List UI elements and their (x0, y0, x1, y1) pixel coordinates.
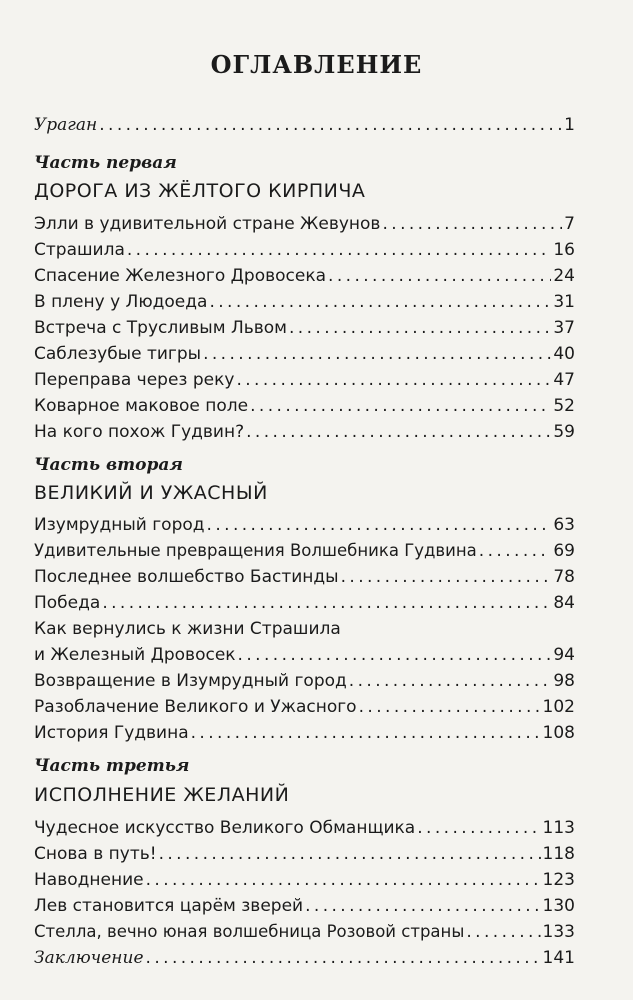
leader-dots (349, 668, 552, 694)
toc-entry-label: Страшила (34, 240, 125, 260)
toc-entry-page: 24 (553, 266, 575, 286)
leader-dots (102, 590, 551, 616)
toc-entry (34, 893, 575, 919)
leader-dots (191, 720, 541, 746)
leader-dots (146, 867, 541, 893)
toc-entry (34, 945, 575, 971)
leader-dots (159, 841, 541, 867)
toc-entry (34, 315, 575, 341)
leader-dots (238, 642, 552, 668)
leader-dots (209, 289, 551, 315)
toc-entry (34, 112, 575, 138)
toc-entry (34, 720, 575, 746)
part-label: Часть третья (34, 756, 190, 776)
toc-entry-label: Разоблачение Великого и Ужасного (34, 697, 357, 717)
toc-entry-label: Саблезубые тигры (34, 344, 202, 364)
toc-entry-label: Стелла, вечно юная волшебница Розовой страны (34, 922, 465, 941)
toc-entry (34, 867, 575, 893)
leader-dots (250, 393, 551, 419)
toc-entry-label: Коварное маковое поле (34, 396, 249, 416)
toc-entry-page: 133 (542, 922, 575, 942)
part-label: Часть первая (34, 153, 177, 173)
toc-entry-page: 1 (564, 115, 575, 135)
leader-dots (246, 419, 551, 445)
toc-entry-page: 84 (553, 593, 575, 613)
leader-dots (359, 694, 541, 720)
leader-dots (146, 945, 541, 971)
toc-entry (34, 642, 575, 668)
toc-entry-page: 47 (553, 370, 575, 390)
leader-dots (305, 893, 540, 919)
toc-entry-label: Возвращение в Изумрудный город (34, 671, 347, 691)
toc-entry (34, 815, 575, 841)
toc-entry-page: 94 (553, 645, 575, 665)
toc-entry-label: История Гудвина (34, 723, 189, 743)
part-label: Часть вторая (34, 455, 183, 475)
toc-entry (34, 367, 575, 393)
leader-dots (236, 367, 551, 393)
leader-dots (289, 315, 551, 341)
toc-entry-label: Ураган (34, 115, 98, 135)
toc-entry-label: Переправа через реку (34, 370, 235, 390)
toc-entry (34, 289, 575, 315)
toc-entry-page: 7 (564, 214, 575, 234)
toc-entry-page: 40 (553, 344, 575, 364)
toc-entry-label: Последнее волшебство Бастинды (34, 567, 339, 587)
toc-entry-page: 16 (553, 240, 575, 260)
toc-entry-page: 37 (553, 318, 575, 338)
toc-entry-label: Заключение (34, 948, 144, 968)
toc-entry-page: 98 (553, 671, 575, 691)
toc-entry (34, 668, 575, 694)
toc-entry-label: и Железный Дровосек (34, 645, 236, 665)
toc-entry-label: Снова в путь! (34, 844, 157, 864)
toc-entry-page: 108 (542, 723, 575, 743)
toc-entry-label: На кого похож Гудвин? (34, 422, 245, 442)
toc-entry-page: 59 (553, 422, 575, 442)
leader-dots (382, 211, 562, 237)
leader-dots (328, 263, 551, 289)
toc-entry (34, 341, 575, 367)
toc-entry-label: Наводнение (34, 870, 144, 890)
toc-entry-page: 113 (542, 818, 575, 838)
toc-entry (34, 237, 575, 263)
toc-entry (34, 393, 575, 419)
page-title: ОГЛАВЛЕНИЕ (210, 50, 423, 79)
leader-dots (207, 512, 552, 538)
leader-dots (466, 919, 540, 945)
toc-entry-label: Чудесное искусство Великого Обманщика (34, 818, 416, 838)
leader-dots (479, 538, 552, 564)
toc-entry-page: 123 (542, 870, 575, 890)
toc-entry-label-line: Как вернулись к жизни Страшила (34, 619, 341, 639)
toc-entry (34, 512, 575, 538)
toc-entry-label: В плену у Людоеда (34, 292, 208, 312)
toc-entry (34, 841, 575, 867)
toc-entry (34, 694, 575, 720)
toc-entry-page: 63 (553, 515, 575, 535)
toc-entry-page: 52 (553, 396, 575, 416)
leader-dots (417, 815, 540, 841)
toc-entry-label: Изумрудный город (34, 515, 205, 535)
toc-entry-page: 141 (542, 948, 575, 968)
section-heading: ДОРОГА ИЗ ЖЁЛТОГО КИРПИЧА (34, 180, 366, 202)
toc-entry-label: Встреча с Трусливым Львом (34, 318, 287, 338)
toc-entry-label: Лев становится царём зверей (34, 896, 304, 916)
toc-entry (34, 590, 575, 616)
leader-dots (341, 564, 552, 590)
section-heading: ВЕЛИКИЙ И УЖАСНЫЙ (34, 482, 268, 504)
toc-entry (34, 564, 575, 590)
toc-entry-page: 78 (553, 567, 575, 587)
toc-entry (34, 263, 575, 289)
leader-dots (99, 112, 562, 138)
toc-entry-label: Элли в удивительной стране Жевунов (34, 214, 381, 234)
toc-entry (34, 538, 575, 564)
toc-entry-page: 118 (542, 844, 575, 864)
toc-entry (34, 919, 575, 945)
toc-entry (34, 419, 575, 445)
toc-entry-page: 102 (542, 697, 575, 717)
section-heading: ИСПОЛНЕНИЕ ЖЕЛАНИЙ (34, 784, 290, 806)
leader-dots (203, 341, 551, 367)
toc-entry-label: Победа (34, 593, 101, 613)
leader-dots (127, 237, 551, 263)
toc-entry (34, 211, 575, 237)
toc-entry-label: Удивительные превращения Волшебника Гудвина (34, 541, 477, 560)
toc-entry-label: Спасение Железного Дровосека (34, 266, 327, 286)
toc-entry-page: 69 (553, 541, 575, 561)
toc-entry-page: 130 (542, 896, 575, 916)
toc-entry-page: 31 (553, 292, 575, 312)
